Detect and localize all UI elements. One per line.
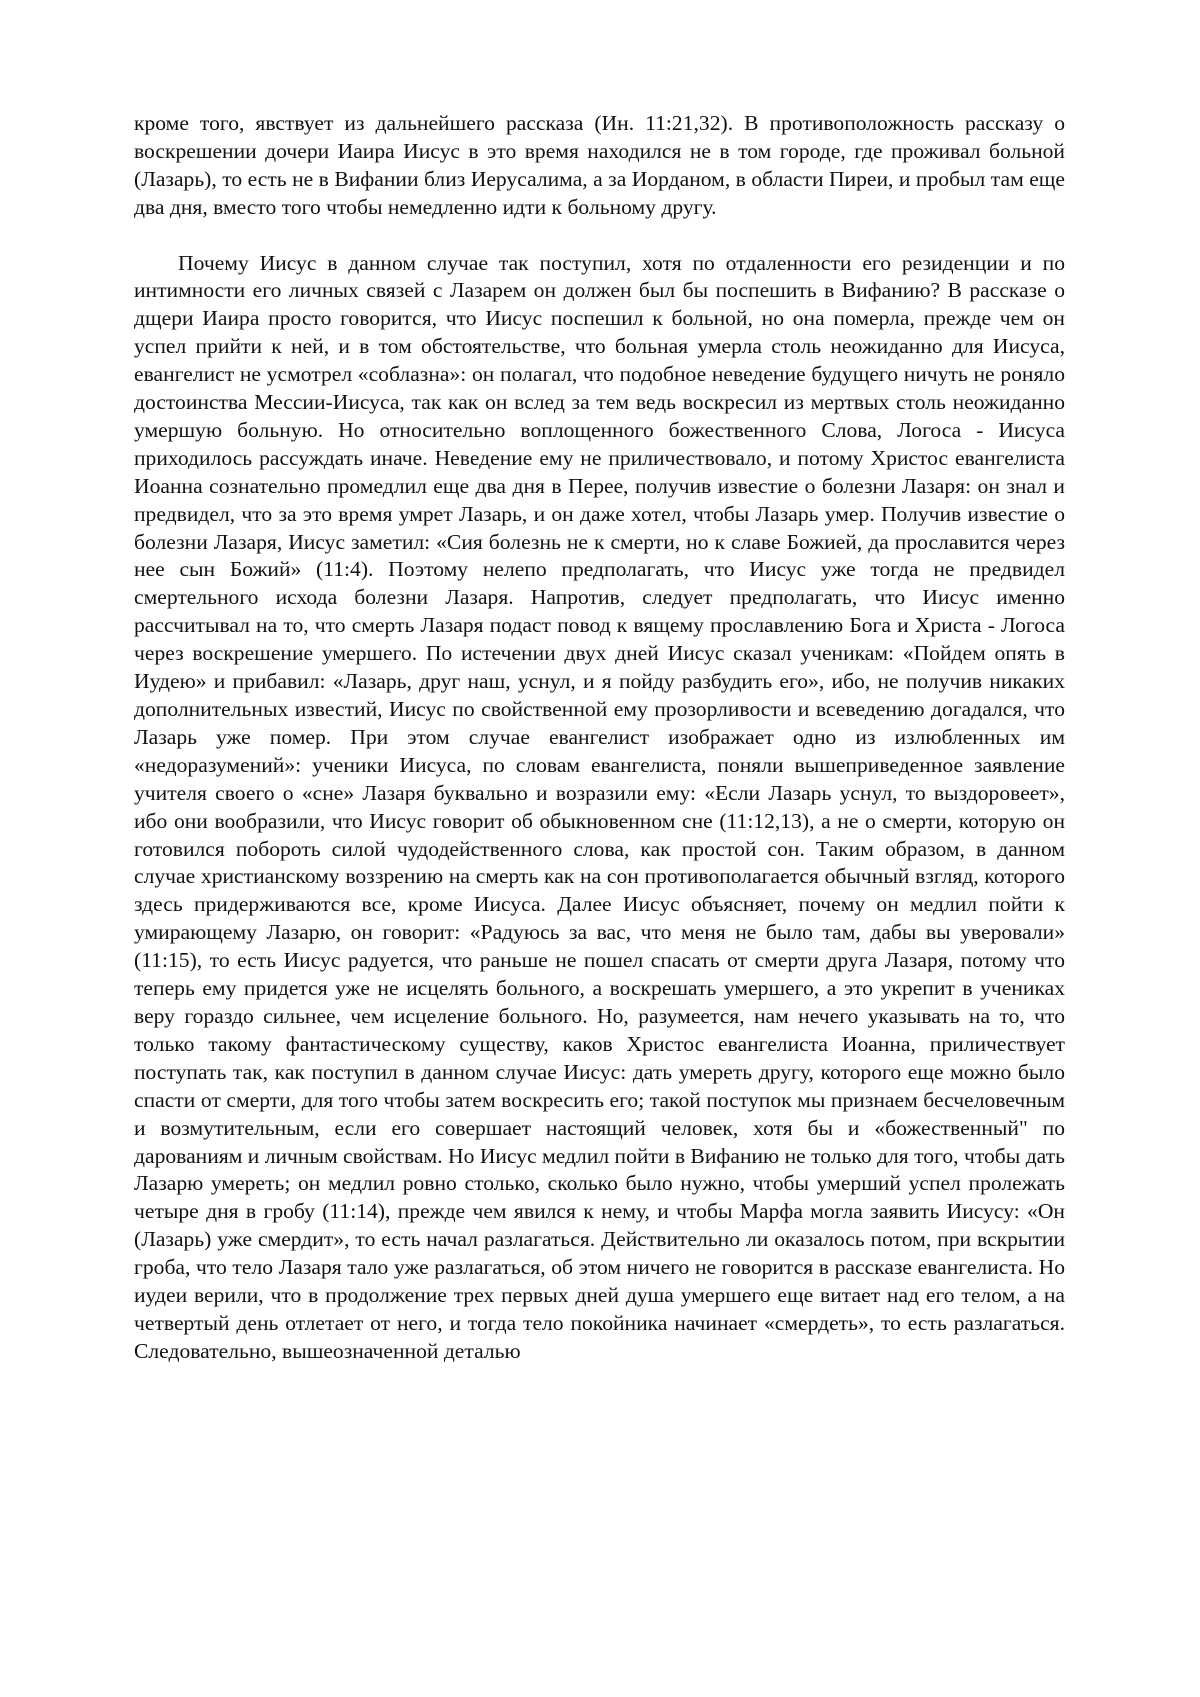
paragraph-2: Почему Иисус в данном случае так поступил, хотя по отдаленности его резиденции и по интимности его личных связей с Лазарем он должен был бы поспешить в Вифанию? В рассказе о дщери Иаира просто говорится, что Иисус поспешил к больной, но она померла, прежде чем он успел прийти к ней, и в том обстоятельстве, что больная умерла столь неожиданно для Иисуса, евангелист не усмотрел «соблазна»: он полагал, что подобное неведение будущего ничуть не роняло достоинства Мессии-Иисуса, так как он вслед за тем ведь воскресил из мертвых столь неожиданно умершую больную. Но относительно воплощенного божественного Слова, Логоса - Иисуса приходилось рассуждать иначе. Неведение ему не приличествовало, и потому Христос евангелиста Иоанна сознательно промедлил еще два дня в Перее, получив известие о болезни Лазаря: он знал и предвидел, что за это время умрет Лазарь, и он даже хотел, чтобы Лазарь умер. Получив известие о болезни Лазаря, Иисус заметил: «Сия болезнь не к смерти, но к славе Божией, да прославится через нее сын Божий» (11:4). Поэтому нелепо предполагать, что Иисус уже тогда не предвидел смертельного исхода болезни Лазаря. Напротив, следует предполагать, что Иисус именно рассчитывал на то, что смерть Лазаря подаст повод к вящему прославлению Бога и Христа - Логоса через воскрешение умершего. По истечении двух дней Иисус сказал ученикам: «Пойдем опять в Иудею» и прибавил: «Лазарь, друг наш, уснул, и я пойду разбудить его», ибо, не получив никаких дополнительных известий, Иисус по свойственной ему прозорливости и всеведению догадался, что Лазарь уже помер. При этом случае евангелист изображает одно из излюбленных им «недоразумений»: ученики Иисуса, по словам евангелиста, поняли вышеприведенное заявление учителя своего о «сне» Лазаря буквально и возразили ему: «Если Лазарь уснул, то выздоровеет», ибо они вообразили, что Иисус говорит об обыкновенном сне (11:12,13), а не о смерти, которую он готовился побороть силой чудодейственного слова, как простой сон. Таким образом, в данном случае христианскому воззрению на смерть как на сон противополагается обычный взгляд, которого здесь придерживаются все, кроме Иисуса. Далее Иисус объясняет, почему он медлил пойти к умирающему Лазарю, он говорит: «Радуюсь за вас, что меня не было там, дабы вы уверовали» (11:15), то есть Иисус радуется, что раньше не пошел спасать от смерти друга Лазаря, потому что теперь ему придется уже не исцелять больного, а воскрешать умершего, а это укрепит в учениках веру гораздо сильнее, чем исцеление больного. Но, разумеется, нам нечего указывать на то, что только такому фантастическому существу, каков Христос евангелиста Иоанна, приличествует поступать так, как поступил в данном случае Иисус: дать умереть другу, которого еще можно было спасти от смерти, для того чтобы затем воскресить его; такой поступок мы признаем бесчеловечным и возмутительным, если его совершает настоящий человек, хотя бы и «божественный" по дарованиям и личным свойствам. Но Иисус медлил пойти в Вифанию не только для того, чтобы дать Лазарю умереть; он медлил ровно столько, сколько было нужно, чтобы умерший успел пролежать четыре дня в гробу (11:14), прежде чем явился к нему, и чтобы Марфа могла заявить Иисусу: «Он (Лазарь) уже смердит», то есть начал разлагаться. Действительно ли оказалось потом, при вскрытии гроба, что тело Лазаря тало уже разлагаться, об этом ничего не говорится в рассказе евангелиста. Но иудеи верили, что в продолжение трех первых дней душа умершего еще витает над его телом, а на четвертый день отлетает от него, и тогда тело покойника начинает «смердеть», то есть разлагаться. Следовательно, вышеозначенной деталью: [134, 250, 1065, 1363]
document-page: [134, 110, 1065, 1366]
paragraph-1: кроме того, явствует из дальнейшего рассказа (Ин. 11:21,32). В противоположность рассказу о воскрешении дочери Иаира Иисус в это время находился не в том городе, где проживал больной (Лазарь), то есть не в Вифании близ Иерусалима, а за Иорданом, в области Пиреи, и пробыл там еще два дня, вместо того чтобы немедленно идти к больному другу.: [134, 111, 1065, 219]
